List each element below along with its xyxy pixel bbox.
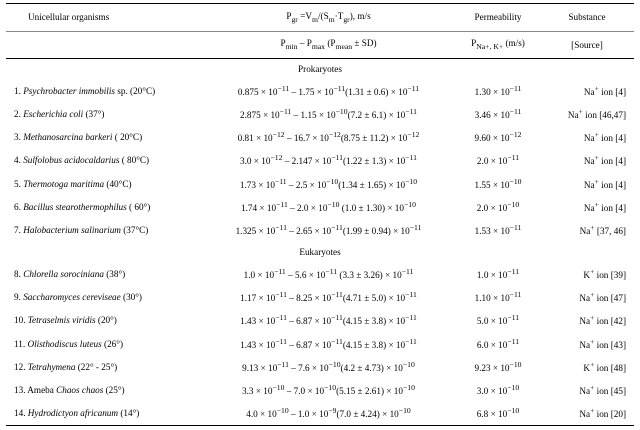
row-number: 11.: [14, 338, 28, 349]
row-number: 14.: [14, 408, 28, 419]
permeability-cell: $2.0 \times 10^{-10}$: [476, 200, 520, 214]
pgr-range-cell: $0.875 \times 10^{-11} - 1.75 \times 10^{-11}(1.31 \pm 0.6) \times 10^{-11}$: [237, 83, 420, 97]
organism-name: Tetraselmis viridis: [27, 315, 96, 326]
organism-conditions: (26°): [101, 338, 124, 349]
table-row: [6, 195, 634, 218]
table-row: [6, 379, 634, 402]
organism-cell: [6, 149, 201, 172]
organism-conditions: (40°C): [104, 178, 132, 189]
permeability-cell: $3.46 \times 10^{-11}$: [474, 106, 522, 120]
organism-name: Olisthodiscus luteus: [27, 338, 102, 349]
organism-cell: [6, 402, 201, 426]
permeability-cell: $9.23 \times 10^{-10}$: [474, 359, 522, 373]
permeability-cell: $9.60 \times 10^{-12}$: [474, 130, 522, 144]
table-row: [6, 79, 634, 102]
table-row: [6, 332, 634, 355]
pgr-range-cell: $1.73 \times 10^{-11} - 2.5 \times 10^{-10}(1.34 \pm 1.65) \times 10^{-10}$: [239, 176, 418, 190]
table-body: [6, 59, 634, 426]
row-number: 3.: [14, 132, 24, 143]
section-title: Prokaryotes: [298, 63, 342, 74]
substance-cell: Na+ ion [43]: [579, 336, 626, 350]
pgr-range-cell: $1.74 \times 10^{-11} - 2.0 \times 10^{-10}$ $(1.0 \pm 1.30) \times 10^{-10}$: [241, 200, 416, 214]
organism-cell: [6, 355, 201, 378]
pgr-range-cell: $1.43 \times 10^{-11} - 6.87 \times 10^{-11}(4.15 \pm 3.8) \times 10^{-11}$: [240, 313, 417, 327]
substance-cell: Na+ ion [4]: [583, 176, 626, 190]
organism-name: Bacillus stearothermophilus: [23, 202, 127, 213]
permeability-cell: $5.0 \times 10^{-11}$: [476, 313, 520, 327]
organism-name: Hydrodictyon africanum: [27, 408, 119, 419]
row-number: 7.: [14, 225, 24, 236]
substance-cell: K+ ion [48]: [583, 359, 626, 373]
organism-name: Halobacterium salinarium: [23, 225, 121, 236]
substance-cell: Na+ ion [46,47]: [567, 106, 626, 120]
substance-cell: Na+ ion [20]: [540, 402, 634, 426]
row-number: 5.: [14, 178, 24, 189]
subheader-source: [Source]: [540, 32, 634, 59]
organism-conditions: (25°): [103, 385, 125, 396]
organism-cell: [6, 219, 201, 242]
permeability-cell: $1.55 \times 10^{-10}$: [474, 176, 522, 190]
table-row: [6, 102, 634, 125]
table-row: [6, 149, 634, 172]
pgr-range-cell: $4.0 \times 10^{-10} - 1.0 \times 10^{-9}(7.0 \pm 4.24) \times 10^{-10}$: [201, 402, 456, 426]
organism-name: Psychrobacter immobilis: [23, 85, 115, 96]
row-number: 10.: [14, 315, 28, 326]
organism-name: Methanosarcina barkeri: [23, 132, 113, 143]
organism-cell: [6, 79, 201, 102]
subheader-range: $P_{min} - P_{max}$ $(P_{mean} \pm SD)$: [201, 32, 456, 59]
organism-conditions: ( 60°): [126, 202, 151, 213]
subheader-pnak: $P_{Na+, K+}$ (m/s): [456, 32, 540, 59]
organism-cell: [6, 126, 201, 149]
permeability-cell: $1.30 \times 10^{-11}$: [474, 83, 522, 97]
organism-conditions: (37°): [83, 108, 105, 119]
header-organisms: Unicellular organisms: [6, 4, 201, 32]
organism-name: Escherichia coli: [23, 108, 84, 119]
substance-cell: Na+ ion [4]: [583, 83, 626, 97]
organism-cell: [6, 102, 201, 125]
permeability-cell: $2.0 \times 10^{-11}$: [476, 153, 520, 167]
pgr-range-cell: $2.875 \times 10^{-11} - 1.15 \times 10^{-10}(7.2 \pm 6.1) \times 10^{-11}$: [240, 106, 417, 120]
subheader-empty: [6, 32, 201, 59]
header-pgr-formula: $P_{gr} =V_m/(S_m\cdot T_{gr})$, m/s: [201, 4, 456, 32]
row-number: 1.: [14, 85, 24, 96]
row-number: 12.: [14, 361, 28, 372]
substance-cell: Na+ ion [4]: [583, 130, 626, 144]
header-row: [6, 4, 634, 32]
table-row: [6, 402, 634, 426]
row-number: 9.: [14, 291, 24, 302]
pgr-range-cell: $9.13 \times 10^{-11} - 7.6 \times 10^{-10}(4.2 \pm 4.73) \times 10^{-10}$: [242, 359, 415, 373]
organism-prefix: Ameba: [27, 385, 57, 396]
header-substance: Substance: [540, 4, 634, 32]
pgr-range-cell: $1.0 \times 10^{-11} - 5.6 \times 10^{-11}$ $(3.3 \pm 3.26) \times 10^{-11}$: [243, 266, 414, 280]
organism-cell: [6, 309, 201, 332]
substance-cell: Na+ ion [47]: [579, 289, 626, 303]
organism-name: Thermotoga maritima: [23, 178, 105, 189]
substance-cell: K+ ion [39]: [583, 266, 626, 280]
organism-cell: [6, 262, 201, 285]
permeability-cell: $1.53 \times 10^{-11}$: [474, 223, 522, 237]
organism-name: Sulfolobus acidocaldarius: [23, 155, 120, 166]
organism-cell: [6, 379, 201, 402]
organism-conditions: (37°C): [120, 225, 149, 236]
organism-cell: [6, 195, 201, 218]
pgr-range-cell: $1.325 \times 10^{-11} - 2.65 \times 10^{-11}(1.99 \pm 0.94) \times 10^{-11}$: [235, 223, 422, 237]
row-number: 6.: [14, 202, 24, 213]
organism-name: Tetrahymena: [27, 361, 76, 372]
table-row: [6, 219, 634, 242]
organism-conditions: (30°): [120, 291, 142, 302]
substance-cell: Na+ ion [4]: [583, 200, 626, 214]
organism-name: Chlorella sorociniana: [23, 268, 104, 279]
organism-conditions: ( 80°C): [119, 155, 150, 166]
table-row: [6, 126, 634, 149]
permeability-cell: $6.8 \times 10^{-10}$: [456, 402, 540, 426]
permeability-cell: $3.0 \times 10^{-10}$: [476, 383, 520, 397]
permeability-table: [6, 3, 634, 426]
row-number: 2.: [14, 108, 24, 119]
organism-conditions: ( 20°C): [112, 132, 143, 143]
substance-cell: Na+ ion [42]: [579, 313, 626, 327]
organism-cell: [6, 172, 201, 195]
subheader-row: [6, 32, 634, 59]
permeability-cell: $1.0 \times 10^{-11}$: [476, 266, 520, 280]
row-number: 8.: [14, 268, 24, 279]
table-row: [6, 262, 634, 285]
substance-cell: Na+ [37, 46]: [579, 223, 626, 237]
substance-cell: Na+ ion [45]: [579, 383, 626, 397]
pgr-range-cell: $1.43 \times 10^{-11} - 6.87 \times 10^{-11}(4.15 \pm 3.8) \times 10^{-11}$: [240, 336, 417, 350]
substance-cell: Na+ ion [4]: [583, 153, 626, 167]
organism-conditions: sp. (20°C): [114, 85, 156, 96]
permeability-cell: $6.0 \times 10^{-11}$: [476, 336, 520, 350]
pgr-range-cell: $3.0 \times 10^{-12} - 2.147 \times 10^{-11}(1.22 \pm 1.3) \times 10^{-11}$: [240, 153, 417, 167]
table-row: [6, 309, 634, 332]
row-number: 4.: [14, 155, 24, 166]
organism-name: Saccharomyces cereviseae: [23, 291, 121, 302]
organism-name: Chaos chaos: [56, 385, 104, 396]
table-row: [6, 172, 634, 195]
pgr-range-cell: $1.17 \times 10^{-11} - 8.25 \times 10^{-11}(4.71 \pm 5.0) \times 10^{-11}$: [240, 289, 417, 303]
organism-conditions: (38°): [103, 268, 126, 279]
header-permeability: Permeability: [456, 4, 540, 32]
section-header-row: [6, 242, 634, 262]
organism-conditions: (20°): [95, 315, 117, 326]
organism-conditions: (14°): [118, 408, 140, 419]
row-number: 13.: [14, 385, 28, 396]
table-row: [6, 285, 634, 308]
section-header-row: [6, 59, 634, 80]
pgr-range-cell: $3.3 \times 10^{-10} - 7.0 \times 10^{-10}(5.15 \pm 2.61) \times 10^{-10}$: [242, 383, 415, 397]
table-row: [6, 355, 634, 378]
organism-conditions: (22° - 25°): [75, 361, 118, 372]
section-title: Eukaryotes: [299, 247, 341, 258]
pgr-range-cell: $0.81 \times 10^{-12} - 16.7 \times 10^{-12}(8.75 \pm 11.2) \times 10^{-12}$: [237, 130, 420, 144]
organism-cell: [6, 285, 201, 308]
permeability-cell: $1.10 \times 10^{-11}$: [474, 289, 522, 303]
organism-cell: [6, 332, 201, 355]
